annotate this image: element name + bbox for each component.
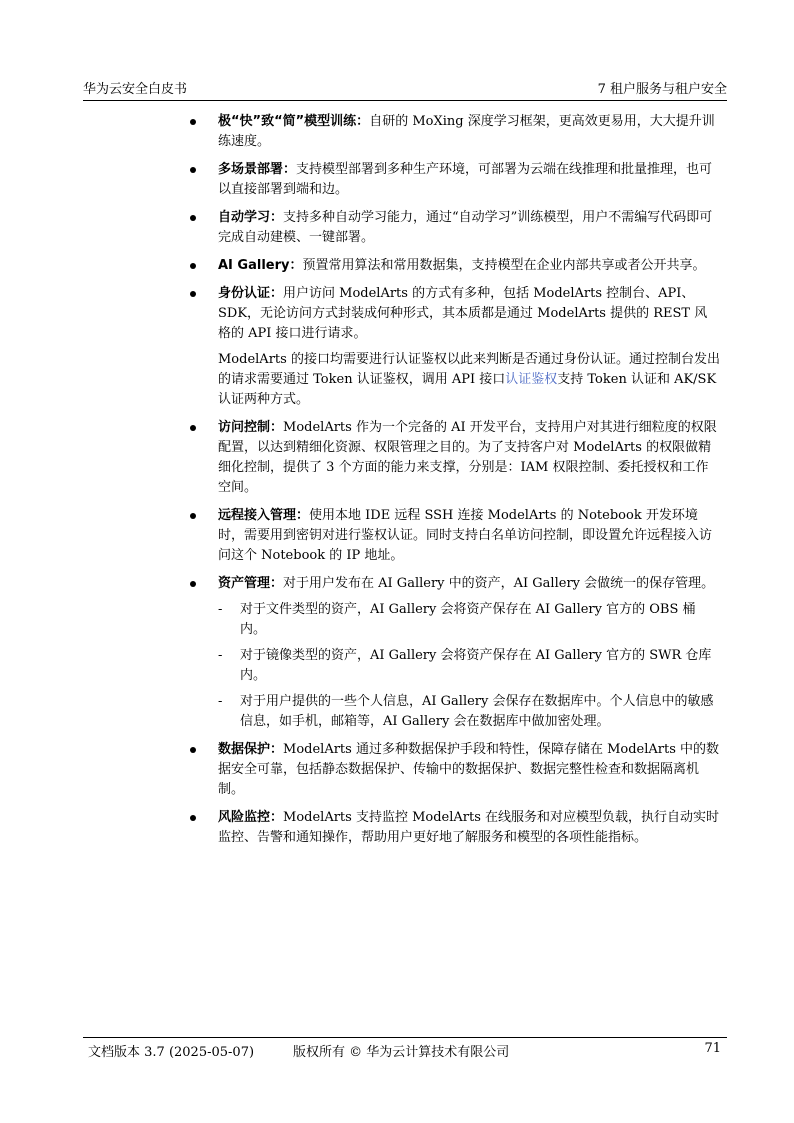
- bullet-icon: [190, 581, 196, 587]
- bullet-icon: [190, 263, 196, 269]
- page-number: 71: [704, 1041, 721, 1056]
- item-label: 身份认证：: [218, 286, 284, 301]
- item-label: 远程接入管理：: [218, 508, 310, 523]
- item-text: 用户访问 ModelArts 的方式有多种，包括 ModelArts 控制台、API、SDK，无论访问方式封装成何种形式，其本质都是通过 ModelArts 提供的 REST 风格的 API 接口进行请求。: [218, 286, 708, 341]
- auth-paragraph: ModelArts 的接口均需要进行认证鉴权以此来判断是否通过身份认证。通过控制台发出的请求需要通过 Token 认证鉴权，调用 API 接口认证鉴权支持 Token 认证和 AK/SK 认证两种方式。: [218, 352, 720, 407]
- bullet-icon: [190, 119, 196, 125]
- bullet-icon: [190, 513, 196, 519]
- page-footer: [83, 1037, 727, 1060]
- item-text: ModelArts 支持监控 ModelArts 在线服务和对应模型负载，执行自动实时监控、告警和通知操作，帮助用户更好地了解服务和模型的各项性能指标。: [218, 810, 720, 845]
- list-item: [190, 256, 720, 276]
- bullet-list: [190, 112, 720, 856]
- bullet-icon: [190, 747, 196, 753]
- list-item: [190, 574, 720, 732]
- item-text: 使用本地 IDE 远程 SSH 连接 ModelArts 的 Notebook 开发环境时，需要用到密钥对进行鉴权认证。同时支持白名单访问控制，即设置允许远程接入访问这个 Notebook 的 IP 地址。: [218, 508, 713, 563]
- list-item: [190, 808, 720, 848]
- sub-list-item: - 对于文件类型的资产，AI Gallery 会将资产保存在 AI Gallery 官方的 OBS 桶内。: [218, 602, 696, 637]
- list-item: [190, 506, 720, 566]
- item-text: 对于用户发布在 AI Gallery 中的资产，AI Gallery 会做统一的保存管理。: [283, 576, 715, 591]
- item-label: 访问控制：: [218, 420, 284, 435]
- item-text: 预置常用算法和常用数据集，支持模型在企业内部共享或者公开共享。: [302, 258, 706, 273]
- list-item: [190, 208, 720, 248]
- list-item: [190, 284, 720, 410]
- sub-list-item: - 对于镜像类型的资产，AI Gallery 会将资产保存在 AI Gallery 官方的 SWR 仓库内。: [218, 648, 712, 683]
- bullet-icon: [190, 291, 196, 297]
- item-label: 极“快”致“简”模型训练：: [218, 114, 370, 129]
- bullet-icon: [190, 167, 196, 173]
- item-text: 支持多种自动学习能力，通过“自动学习”训练模型，用户不需编写代码即可完成自动建模、一键部署。: [218, 210, 713, 245]
- list-item: [190, 418, 720, 498]
- list-item: [190, 160, 720, 200]
- item-label: 数据保护：: [218, 742, 284, 757]
- dash-marker: -: [218, 648, 223, 663]
- doc-version: 文档版本 3.7 (2025-05-07): [88, 1045, 255, 1060]
- auth-link[interactable]: 认证鉴权: [505, 372, 558, 387]
- copyright-notice: 版权所有 © 华为云计算技术有限公司: [293, 1045, 510, 1060]
- bullet-icon: [190, 815, 196, 821]
- item-text: 自研的 MoXing 深度学习框架，更高效更易用，大大提升训练速度。: [218, 114, 715, 149]
- item-text: 支持模型部署到多种生产环境，可部署为云端在线推理和批量推理，也可以直接部署到端和边。: [218, 162, 713, 197]
- item-label: 资产管理：: [218, 576, 284, 591]
- dash-marker: -: [218, 602, 223, 617]
- bullet-icon: [190, 425, 196, 431]
- header-chapter-title: 7 租户服务与租户安全: [597, 82, 727, 97]
- bullet-icon: [190, 215, 196, 221]
- header-doc-title: 华为云安全白皮书: [83, 82, 188, 97]
- item-label: 自动学习：: [218, 210, 284, 225]
- item-text: ModelArts 作为一个完备的 AI 开发平台，支持用户对其进行细粒度的权限配置，以达到精细化资源、权限管理之目的。为了支持客户对 ModelArts 的权限做精细化控制，提供了 3 个方面的能力来支撑，分别是：IAM 权限控制、委托授权和工作空间。: [218, 420, 717, 495]
- item-label: 风险监控：: [218, 810, 284, 825]
- item-text: ModelArts 通过多种数据保护手段和特性，保障存储在 ModelArts 中的数据安全可靠，包括静态数据保护、传输中的数据保护、数据完整性检查和数据隔离机制。: [218, 742, 720, 797]
- item-label: 多场景部署：: [218, 162, 297, 177]
- list-item: [190, 112, 720, 152]
- sub-list-item: - 对于用户提供的一些个人信息，AI Gallery 会保存在数据库中。个人信息中的敏感信息，如手机，邮箱等，AI Gallery 会在数据库中做加密处理。: [218, 694, 714, 729]
- item-label: AI Gallery：: [218, 258, 303, 273]
- dash-marker: -: [218, 694, 223, 709]
- page-header: [83, 78, 727, 101]
- list-item: [190, 740, 720, 800]
